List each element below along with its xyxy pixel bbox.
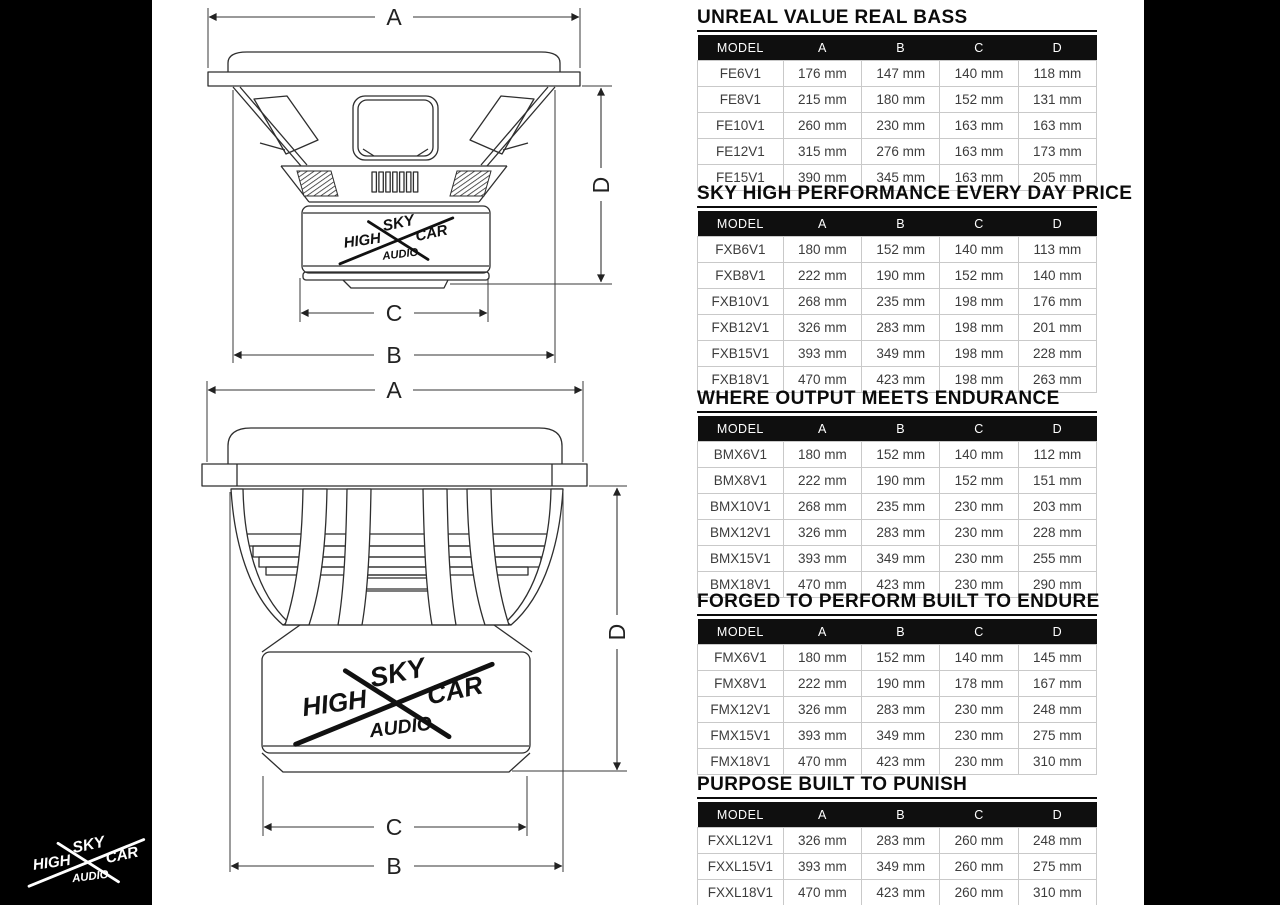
table-title: UNREAL VALUE REAL BASS — [697, 8, 1097, 32]
header-row — [698, 802, 1097, 828]
table-row — [698, 315, 1097, 341]
dimension-cell: 315 mm — [783, 139, 861, 165]
dimension-cell: 326 mm — [783, 828, 861, 854]
model-cell: FE12V1 — [698, 139, 784, 165]
dimension-cell: 198 mm — [940, 367, 1018, 393]
dimension-cell: 152 mm — [940, 87, 1018, 113]
model-cell: BMX8V1 — [698, 468, 784, 494]
dimension-cell: 118 mm — [1018, 61, 1096, 87]
dimension-cell: 131 mm — [1018, 87, 1096, 113]
dim-line-a — [207, 377, 583, 462]
dimension-cell: 230 mm — [940, 546, 1018, 572]
column-header: A — [783, 802, 861, 828]
model-cell: FMX6V1 — [698, 645, 784, 671]
model-cell: FXB12V1 — [698, 315, 784, 341]
column-header: A — [783, 35, 861, 61]
table-row — [698, 113, 1097, 139]
table-row — [698, 237, 1097, 263]
dimension-cell: 393 mm — [783, 854, 861, 880]
logo-word-car: CAR — [104, 843, 140, 868]
dimension-cell: 260 mm — [940, 854, 1018, 880]
model-cell: FXB10V1 — [698, 289, 784, 315]
dimension-cell: 268 mm — [783, 289, 861, 315]
open-basket — [231, 489, 563, 625]
logo-word-car: CAR — [414, 222, 449, 246]
dimension-cell: 230 mm — [940, 697, 1018, 723]
table-row — [698, 494, 1097, 520]
model-cell: FMX8V1 — [698, 671, 784, 697]
dimension-cell: 205 mm — [1018, 165, 1096, 191]
column-header: MODEL — [698, 802, 784, 828]
dimension-cell: 198 mm — [940, 289, 1018, 315]
dimension-cell: 140 mm — [940, 645, 1018, 671]
spec-table-fmx — [697, 619, 1097, 775]
table-row — [698, 671, 1097, 697]
dimension-cell: 180 mm — [862, 87, 940, 113]
dimension-cell: 173 mm — [1018, 139, 1096, 165]
dim-label-c: C — [385, 300, 403, 326]
left-black-band — [0, 0, 152, 905]
bottom-plate — [303, 272, 489, 280]
dim-label-b: B — [386, 342, 402, 368]
model-cell: FMX12V1 — [698, 697, 784, 723]
logo-word-audio: AUDIO — [71, 868, 110, 886]
dimension-cell: 230 mm — [940, 749, 1018, 775]
spec-table-bmx — [697, 416, 1097, 598]
basket-spoke — [338, 489, 371, 625]
dimension-cell: 345 mm — [862, 165, 940, 191]
model-cell: BMX18V1 — [698, 572, 784, 598]
dimension-cell: 180 mm — [783, 237, 861, 263]
column-header: D — [1018, 802, 1096, 828]
dimension-cell: 152 mm — [862, 645, 940, 671]
dimension-cell: 235 mm — [862, 289, 940, 315]
column-header: MODEL — [698, 619, 784, 645]
dimension-cell: 260 mm — [940, 828, 1018, 854]
basket — [233, 87, 555, 202]
header-row — [698, 211, 1097, 237]
speaker-surround — [228, 52, 560, 72]
diagram-shallow-subwoofer — [208, 4, 614, 368]
magnet — [262, 652, 530, 753]
dimension-cell: 349 mm — [862, 546, 940, 572]
table-group-fxxl — [697, 775, 1097, 905]
column-header: C — [940, 211, 1018, 237]
dimension-cell: 151 mm — [1018, 468, 1096, 494]
column-header: C — [940, 802, 1018, 828]
logo-word-high: HIGH — [31, 851, 72, 874]
dimension-cell: 393 mm — [783, 723, 861, 749]
dimension-cell: 423 mm — [862, 749, 940, 775]
dimension-cell: 275 mm — [1018, 854, 1096, 880]
dimension-cell: 152 mm — [862, 237, 940, 263]
dimension-cell: 176 mm — [783, 61, 861, 87]
logo-word-audio: AUDIO — [381, 246, 419, 263]
table-row — [698, 61, 1097, 87]
dimension-cell: 260 mm — [940, 880, 1018, 905]
dimension-cell: 113 mm — [1018, 237, 1096, 263]
model-cell: FE10V1 — [698, 113, 784, 139]
header-row — [698, 619, 1097, 645]
column-header: MODEL — [698, 416, 784, 442]
dimension-cell: 349 mm — [862, 723, 940, 749]
spec-table-fe — [697, 35, 1097, 191]
dimension-cell: 326 mm — [783, 697, 861, 723]
column-header: A — [783, 619, 861, 645]
table-row — [698, 749, 1097, 775]
dimension-cell: 201 mm — [1018, 315, 1096, 341]
dimension-cell: 326 mm — [783, 315, 861, 341]
column-header: D — [1018, 416, 1096, 442]
dimension-cell: 140 mm — [940, 61, 1018, 87]
model-cell: FXB8V1 — [698, 263, 784, 289]
column-header: A — [783, 211, 861, 237]
dimension-cell: 235 mm — [862, 494, 940, 520]
dim-label-b: B — [386, 853, 402, 879]
table-row — [698, 468, 1097, 494]
dimension-cell: 230 mm — [940, 572, 1018, 598]
dimension-cell: 190 mm — [862, 468, 940, 494]
column-header: B — [862, 211, 940, 237]
dimension-cell: 390 mm — [783, 165, 861, 191]
dimension-cell: 263 mm — [1018, 367, 1096, 393]
model-cell: FE15V1 — [698, 165, 784, 191]
dimension-cell: 248 mm — [1018, 697, 1096, 723]
table-row — [698, 289, 1097, 315]
dimension-cell: 310 mm — [1018, 749, 1096, 775]
logo-word-high: HIGH — [300, 685, 369, 723]
table-row — [698, 341, 1097, 367]
dimension-cell: 228 mm — [1018, 520, 1096, 546]
bottom-bevel — [262, 753, 530, 772]
model-cell: FE6V1 — [698, 61, 784, 87]
dimension-cell: 393 mm — [783, 546, 861, 572]
dimension-cell: 470 mm — [783, 572, 861, 598]
model-cell: FMX18V1 — [698, 749, 784, 775]
dimension-cell: 326 mm — [783, 520, 861, 546]
table-row — [698, 87, 1097, 113]
column-header: D — [1018, 619, 1096, 645]
dimension-cell: 163 mm — [940, 113, 1018, 139]
dimension-cell: 180 mm — [783, 645, 861, 671]
dimension-cell: 140 mm — [940, 237, 1018, 263]
dimension-cell: 283 mm — [862, 315, 940, 341]
motor-stack-plates — [247, 534, 553, 591]
dimension-cell: 283 mm — [862, 828, 940, 854]
mounting-flange — [202, 464, 587, 486]
pole-boot — [343, 280, 448, 288]
dimension-cell: 349 mm — [862, 341, 940, 367]
vent-hatch-right — [450, 171, 491, 196]
dimension-cell: 140 mm — [1018, 263, 1096, 289]
dim-line-c — [263, 776, 527, 840]
model-cell: FMX15V1 — [698, 723, 784, 749]
speaker-surround — [228, 428, 562, 464]
logo-word-audio: AUDIO — [368, 712, 434, 743]
dim-line-b — [233, 90, 555, 368]
column-header: C — [940, 416, 1018, 442]
dim-label-a: A — [386, 4, 402, 30]
table-row — [698, 139, 1097, 165]
magnet — [302, 206, 490, 273]
model-cell: FE8V1 — [698, 87, 784, 113]
table-row — [698, 828, 1097, 854]
center-vent-window — [353, 96, 438, 160]
dimension-cell: 349 mm — [862, 854, 940, 880]
dimension-cell: 112 mm — [1018, 442, 1096, 468]
dimension-cell: 215 mm — [783, 87, 861, 113]
brand-logo — [296, 652, 493, 745]
dimension-cell: 222 mm — [783, 263, 861, 289]
basket-wall-right — [506, 489, 563, 625]
dimension-cell: 147 mm — [862, 61, 940, 87]
dimension-cell: 222 mm — [783, 671, 861, 697]
dim-label-c: C — [385, 814, 403, 840]
dimension-cell: 230 mm — [940, 723, 1018, 749]
table-row — [698, 880, 1097, 905]
table-title: SKY HIGH PERFORMANCE EVERY DAY PRICE — [697, 184, 1097, 208]
basket-window-right — [470, 96, 534, 154]
column-header: B — [862, 802, 940, 828]
logo-word-car: CAR — [424, 671, 486, 711]
motor-assembly — [262, 625, 532, 772]
column-header: MODEL — [698, 211, 784, 237]
table-row — [698, 645, 1097, 671]
column-header: B — [862, 619, 940, 645]
dimension-cell: 423 mm — [862, 572, 940, 598]
brand-logo — [340, 211, 453, 263]
dimension-cell: 275 mm — [1018, 723, 1096, 749]
dimension-cell: 470 mm — [783, 367, 861, 393]
column-header: D — [1018, 35, 1096, 61]
table-row — [698, 546, 1097, 572]
header-row — [698, 416, 1097, 442]
dimension-cell: 310 mm — [1018, 880, 1096, 905]
column-header: B — [862, 416, 940, 442]
column-header: B — [862, 35, 940, 61]
dimension-cell: 145 mm — [1018, 645, 1096, 671]
dimension-cell: 198 mm — [940, 341, 1018, 367]
dimension-cell: 190 mm — [862, 263, 940, 289]
table-title: FORGED TO PERFORM BUILT TO ENDURE — [697, 592, 1097, 616]
dimension-cell: 230 mm — [940, 520, 1018, 546]
logo-word-sky: SKY — [70, 833, 107, 857]
model-cell: BMX10V1 — [698, 494, 784, 520]
table-group-fxb — [697, 183, 1133, 393]
right-black-band — [1144, 0, 1280, 905]
dimension-cell: 283 mm — [862, 697, 940, 723]
dim-label-d: D — [604, 623, 630, 641]
dimension-cell: 268 mm — [783, 494, 861, 520]
basket-spoke — [423, 489, 456, 625]
table-row — [698, 263, 1097, 289]
logo-word-high: HIGH — [342, 230, 382, 252]
table-row — [698, 442, 1097, 468]
vent-slats — [372, 172, 418, 192]
dimension-cell: 176 mm — [1018, 289, 1096, 315]
dimension-cell: 180 mm — [783, 442, 861, 468]
dimension-cell: 163 mm — [1018, 113, 1096, 139]
header-row — [698, 35, 1097, 61]
model-cell: FXB6V1 — [698, 237, 784, 263]
model-cell: FXB18V1 — [698, 367, 784, 393]
dimension-cell: 470 mm — [783, 880, 861, 905]
dimension-cell: 423 mm — [862, 880, 940, 905]
model-cell: BMX15V1 — [698, 546, 784, 572]
dimension-cell: 230 mm — [940, 494, 1018, 520]
model-cell: FXXL15V1 — [698, 854, 784, 880]
dimension-cell: 283 mm — [862, 520, 940, 546]
dimension-cell: 248 mm — [1018, 828, 1096, 854]
spec-table-fxxl — [697, 802, 1097, 905]
column-header: C — [940, 619, 1018, 645]
table-row — [698, 723, 1097, 749]
model-cell: FXXL12V1 — [698, 828, 784, 854]
dim-line-b — [230, 492, 563, 879]
dim-label-a: A — [386, 377, 402, 403]
dimension-cell: 228 mm — [1018, 341, 1096, 367]
dimension-cell: 152 mm — [940, 263, 1018, 289]
dimension-cell: 198 mm — [940, 315, 1018, 341]
dimension-cell: 230 mm — [862, 113, 940, 139]
table-group-fmx — [697, 591, 1100, 775]
basket-window-left — [254, 96, 318, 154]
table-title: PURPOSE BUILT TO PUNISH — [697, 775, 1097, 799]
spec-table-fxb — [697, 211, 1097, 393]
dimension-cell: 140 mm — [940, 442, 1018, 468]
diagram-open-basket-subwoofer — [202, 377, 630, 879]
dimension-cell: 255 mm — [1018, 546, 1096, 572]
table-row — [698, 854, 1097, 880]
basket-wall-left — [231, 489, 288, 625]
model-cell: FXXL18V1 — [698, 880, 784, 905]
column-header: A — [783, 416, 861, 442]
dim-line-c — [300, 278, 488, 326]
table-group-fe — [697, 8, 1097, 191]
dimension-cell: 190 mm — [862, 671, 940, 697]
vent-hatch-left — [297, 171, 338, 196]
dimension-cell: 393 mm — [783, 341, 861, 367]
basket-spoke — [467, 489, 509, 625]
model-cell: BMX12V1 — [698, 520, 784, 546]
dimension-cell: 152 mm — [940, 468, 1018, 494]
column-header: D — [1018, 211, 1096, 237]
table-row — [698, 697, 1097, 723]
dim-line-a — [208, 4, 580, 68]
model-cell: BMX6V1 — [698, 442, 784, 468]
dimension-cell: 423 mm — [862, 367, 940, 393]
logo-word-sky: SKY — [367, 652, 428, 694]
dimension-cell: 276 mm — [862, 139, 940, 165]
column-header: MODEL — [698, 35, 784, 61]
dim-line-d — [450, 86, 614, 284]
motor-assembly — [302, 206, 490, 288]
mounting-flange — [208, 72, 580, 86]
dim-label-d: D — [588, 176, 614, 194]
dimension-cell: 163 mm — [940, 165, 1018, 191]
dimension-cell: 290 mm — [1018, 572, 1096, 598]
basket-spoke — [285, 489, 327, 625]
table-row — [698, 520, 1097, 546]
dimension-cell: 178 mm — [940, 671, 1018, 697]
dimension-cell: 163 mm — [940, 139, 1018, 165]
dim-line-d — [512, 486, 630, 771]
dimension-cell: 203 mm — [1018, 494, 1096, 520]
dimension-cell: 260 mm — [783, 113, 861, 139]
table-title: WHERE OUTPUT MEETS ENDURANCE — [697, 389, 1097, 413]
model-cell: FXB15V1 — [698, 341, 784, 367]
logo-word-sky: SKY — [381, 211, 416, 236]
dimension-cell: 167 mm — [1018, 671, 1096, 697]
column-header: C — [940, 35, 1018, 61]
dimension-cell: 470 mm — [783, 749, 861, 775]
table-group-bmx — [697, 389, 1097, 598]
dimension-cell: 152 mm — [862, 442, 940, 468]
dimension-cell: 222 mm — [783, 468, 861, 494]
